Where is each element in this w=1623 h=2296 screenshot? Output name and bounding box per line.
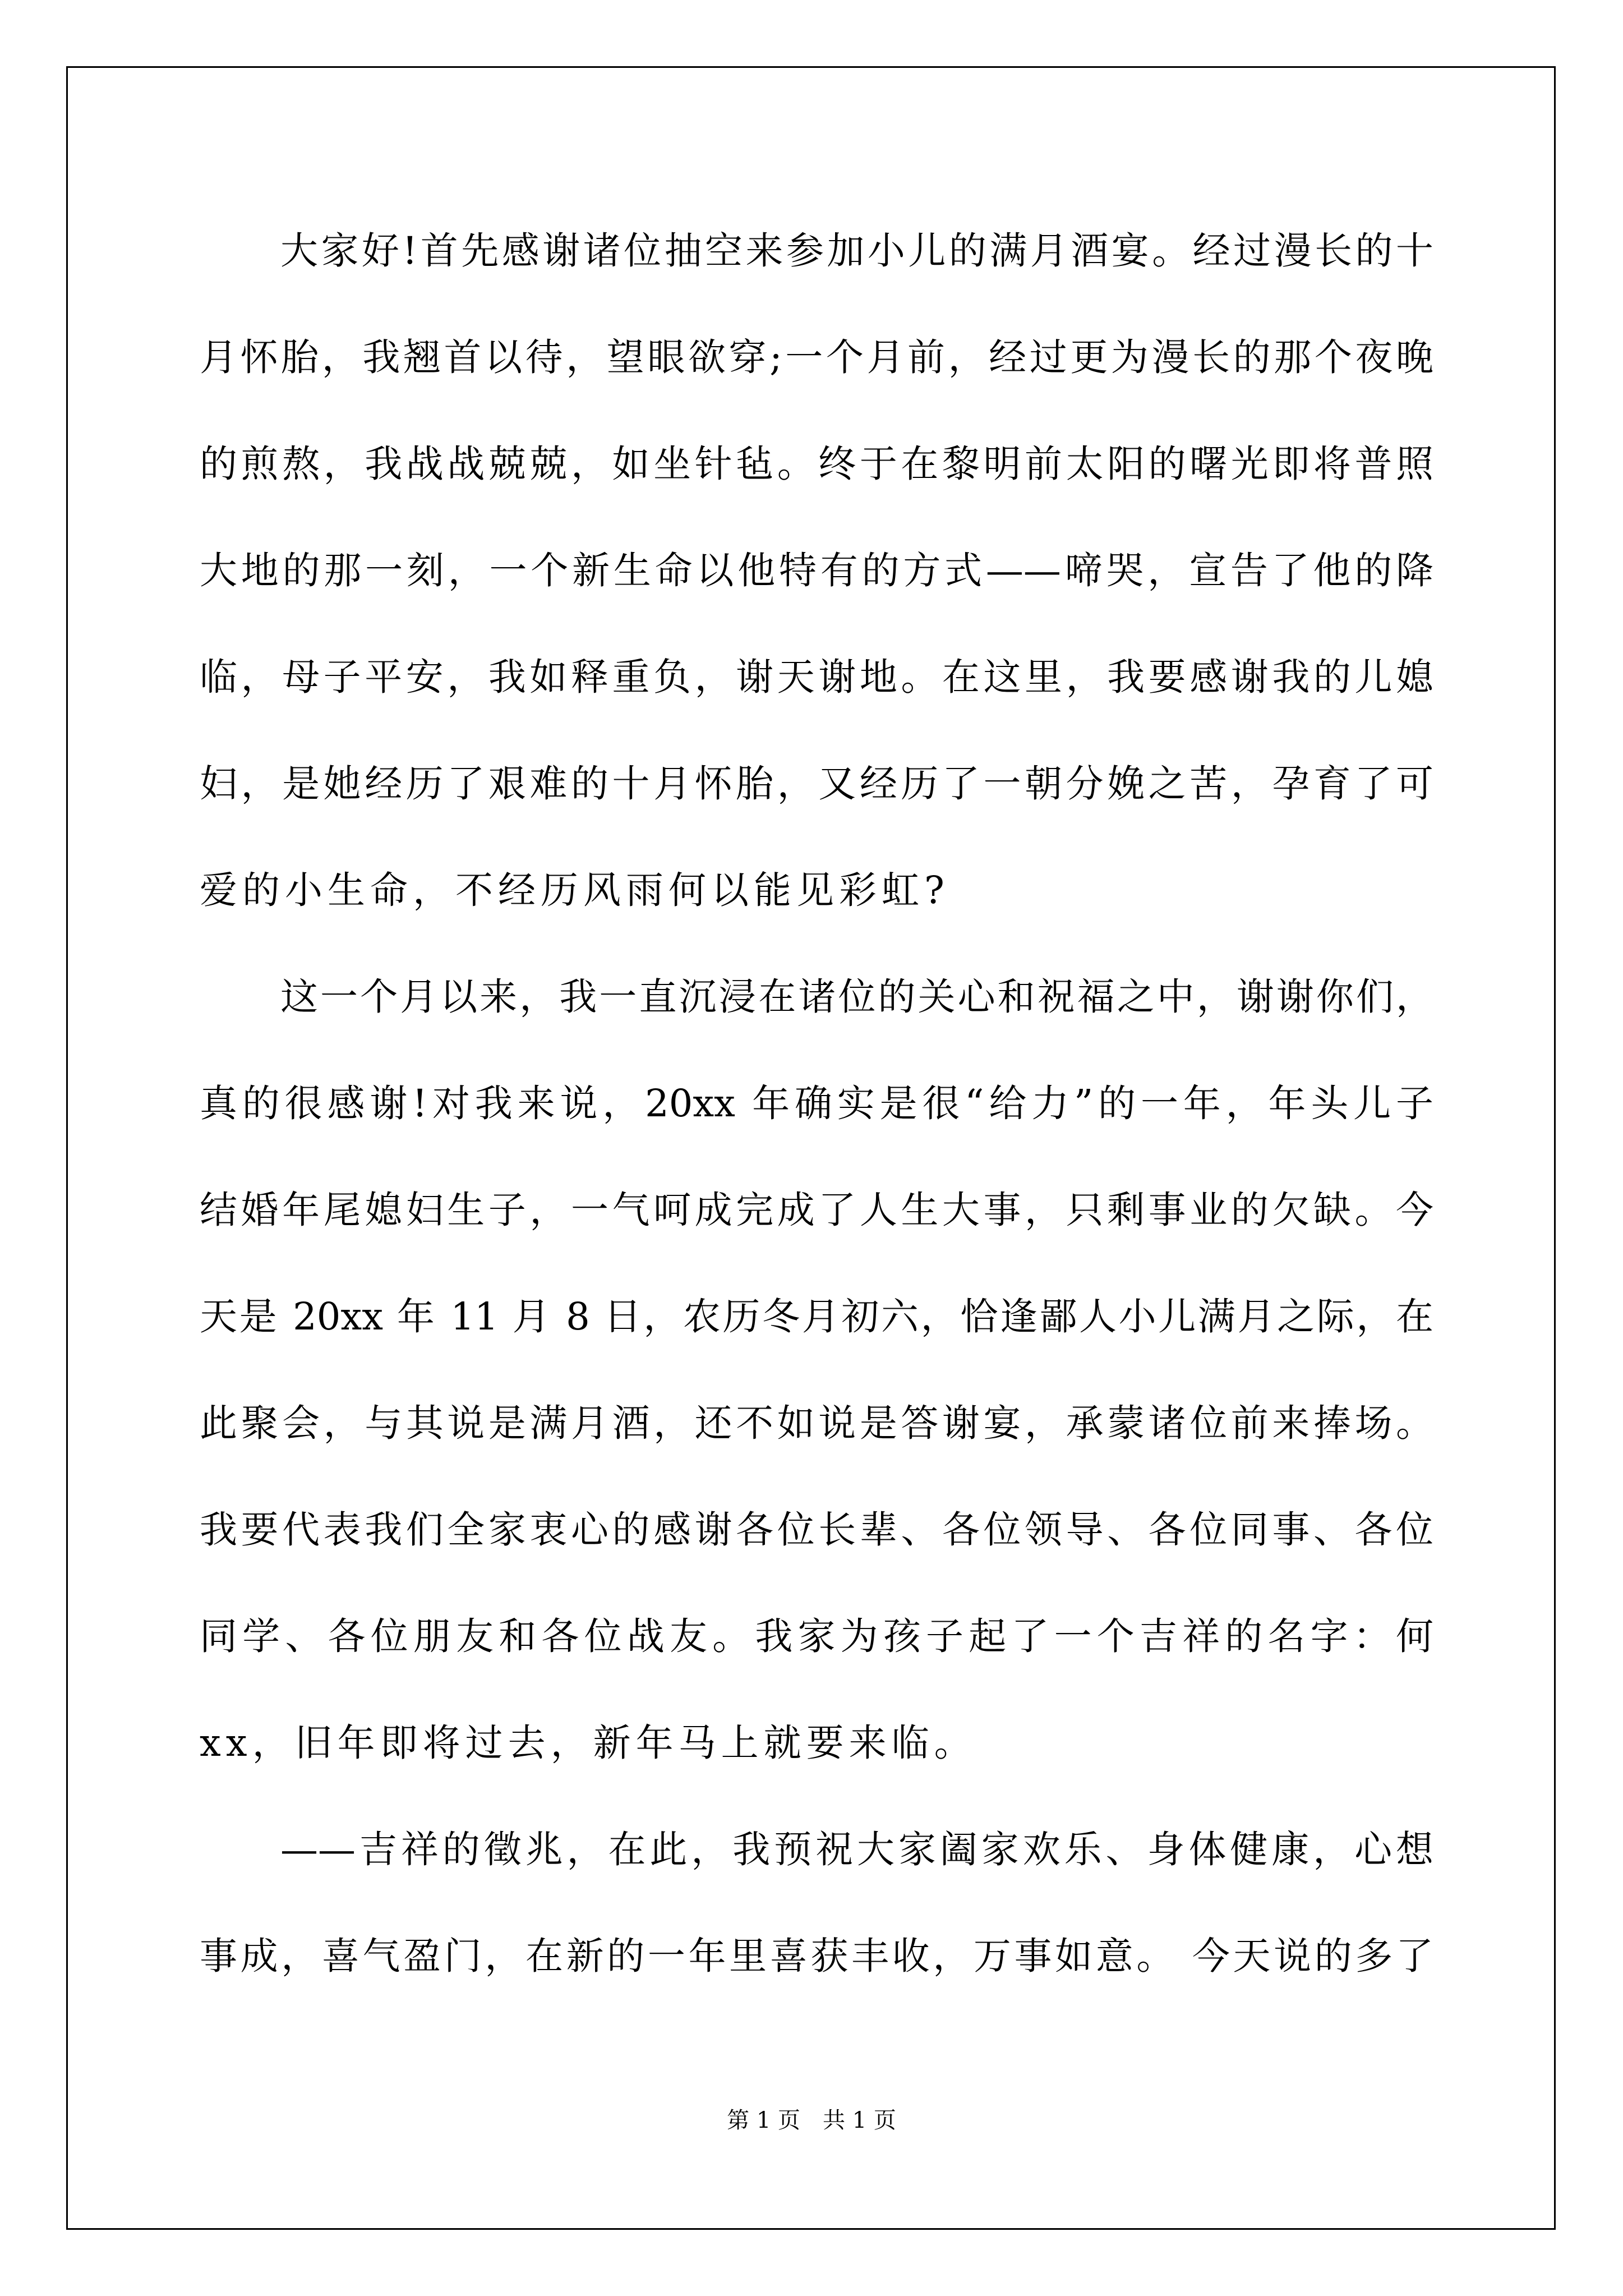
text-line-1: 大家好!首先感谢诸位抽空来参加小儿的满月酒宴。经过漫长的十 [280,229,1433,273]
page-number-footer: 第 1 页 共 1 页 [727,2108,896,2133]
text-line-6: 妇，是她经历了艰难的十月怀胎，又经历了一朝分娩之苦，孕育了可 [200,762,1433,806]
text-line-10: 结婚年尾媳妇生子，一气呵成完成了人生大事，只剩事业的欠缺。今 [200,1188,1433,1232]
text-line-15: xx，旧年即将过去，新年马上就要来临。 [200,1721,977,1765]
text-line-9: 真的很感谢!对我来说，20xx 年确实是很“给力”的一年，年头儿子 [200,1082,1433,1125]
text-line-13: 我要代表我们全家衷心的感谢各位长辈、各位领导、各位同事、各位 [200,1508,1433,1552]
text-line-7: 爱的小生命，不经历风雨何以能见彩虹? [200,868,949,912]
page-border [66,66,1556,2230]
text-line-14: 同学、各位朋友和各位战友。我家为孩子起了一个吉祥的名字：何 [200,1614,1433,1658]
text-line-8: 这一个月以来，我一直沉浸在诸位的关心和祝福之中，谢谢你们， [280,975,1433,1019]
text-line-5: 临，母子平安，我如释重负，谢天谢地。在这里，我要感谢我的儿媳 [200,655,1433,699]
text-line-17: 事成，喜气盈门，在新的一年里喜获丰收，万事如意。 今天说的多了 [200,1934,1433,1978]
text-line-12: 此聚会，与其说是满月酒，还不如说是答谢宴，承蒙诸位前来捧场。 [200,1401,1433,1445]
text-line-2: 月怀胎，我翘首以待，望眼欲穿;一个月前，经过更为漫长的那个夜晚 [200,335,1433,379]
text-line-16: ——吉祥的徵兆，在此，我预祝大家阖家欢乐、身体健康，心想 [280,1828,1433,1871]
text-line-11: 天是 20xx 年 11 月 8 日，农历冬月初六，恰逢鄙人小儿满月之际，在 [200,1295,1433,1338]
text-line-3: 的煎熬，我战战兢兢，如坐针毡。终于在黎明前太阳的曙光即将普照 [200,442,1433,486]
text-line-4: 大地的那一刻，一个新生命以他特有的方式——啼哭，宣告了他的降 [200,549,1433,592]
